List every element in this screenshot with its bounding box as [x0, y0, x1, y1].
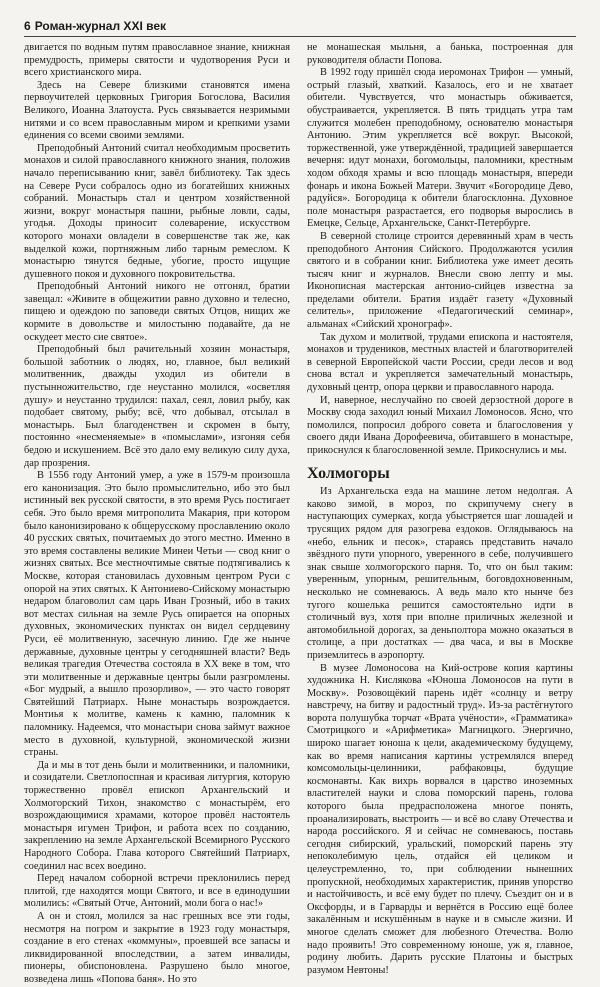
paragraph: не монашеская мыльня, а банька, построенная для руководителя области Попова. — [307, 42, 573, 66]
header-rule — [24, 36, 576, 37]
paragraph: Преподобный Антоний никого не отгонял, братии завещал: «Живите в общежитии равно духовно и телесно, пищею и одеждою по заповеди святых Отцов, нищих же кормите в довольстве и милостыню подавайте, да не оскудеет место сие святое». — [24, 281, 290, 343]
paragraph: В 1556 году Антоний умер, а уже в 1579-м произошла его канонизация. Это было промыслительно, ибо это был истинный век русской святости, в это время Русь постигает себя. Это было время митрополита Макария, при котором было канонизировано к общерусскому прославлению около 40 русских святых, почитаемых до этого местно. Именно в это время составлены великие Минеи Четьи — свод книг о жизнях святых. Все местночтимые святые подтягивались к Москве, которая становилась духовным центром Руси с опорой на этих святых. К Антониево-Сийскому монастырю недаром благоволил сам царь Иван Грозный, ибо в таких вот местах сильная на земле Русь опирается на опорных духовных, экономических пунктах он видел сердцевину Руси, её молитвенную, засечную линию. Где же нынче державные, духовные центры у сегодняшней власти? Ведь великая трагедия Отечества состояла в XX веке в том, что эти молитвенные и державные центры были разгромлены. «Бог мудрый, а вышло прозорливо», — это часто говорят Святейший Патриарх. Ныне монастырь возрождается. Монтиья к молитве, камень к камню, паломник к паломнику. Надеемся, что монастыри снова займут важное место в духовной, культурной, экономической жизни страны. — [24, 470, 290, 759]
paragraph: Да и мы в тот день были и молитвенники, и паломники, и созидатели. Светлопоспная и красивая литургия, которую торжественно провёл епископ Архангельский и Холмогорский Тихон, знакомство с монастырём, его возрождающимися храмами, которое провёл настоятель монастыря игумен Трифон, и работа всех по созданию, закреплению на земле Архангельской Всемирного Русского Народного Собора. Глава которого Святейший Патриарх, соединил нас всех воедино. — [24, 759, 290, 872]
paragraph: Преподобный Антоний считал необходимым просветить монахов и силой православного книжного знания, положив начало переписыванию книг, завёл библиотеку. Так здесь на Севере Руси собралось одно из богатейших книжных собраний. Монастырь стал и центром хозяйственной жизни, вокруг монастыря пашни, рыбные ловли, сады, угодья. Доходы приносит солеварение, искусством которого монахи овладели в совершенстве так же, как выделкой кожи, портняжным либо тарным ремеслом. К монастырю тянутся бедные, убогие, просто ищущие душевного покоя и духовного покровительства. — [24, 142, 290, 280]
page-header — [24, 18, 576, 34]
paragraph: двигается по водным путям православное знание, книжная премудрость, примеры святости и чудотворения Руси и всего христианского мира. — [24, 42, 290, 79]
paragraph: В северной столице строится деревянный храм в честь преподобного Антония Сийского. Продолжаются усилия святого и в собрании книг. Библиотека уже имеет десять тысяч книг и журналов. Внесли свою лепту и мы. Иконописная мастерская антонио-сийцев известна за пределами обители. Братия издаёт газету «Духовный селитель», приложение «Педагогический семинар», альманах «Сийский хронограф». — [307, 230, 573, 331]
paragraph: Из Архангельска езда на машине летом недолгая. А каково зимой, в мороз, по скрипучему снегу в наступающих сумерках, когда убыстряется шаг лошадей и трусящих рядом для разогрева ездоков. Оглядываюсь на «небо, ельник и песок», стараясь представить начало звёздного пути упорного, уверенного в себе, получившего знак свыше холмогорского парня. То, что он был таким: уверенным, упорным, решительным, боговдохновенным, несколько не сомневаюсь. А ведь мало кто нынче без тугого кошелька решится самостоятельно идти в столичный вуз, хотя при вполне приличных железной и автомобильной дорогах, за деньполтора можно оказаться в столице, а при достатках — два часа, и вы в Москве приземлитесь в аэропорту. — [307, 486, 573, 661]
paragraph: Преподобный был рачительный хозяин монастыря, большой заботник о людях, но, главное, был великий молитвенник, дважды уходил из обители в пустынножительство, где неустанно молился, «осветляя душу» и неустанно трудился: пахал, сеял, ловил рыбу, как подобает святому, рыбу; всё, что добывал, отсылал в монастырь. Был благоденствен и скромен в быту, постоянно «несменяемые» в «помыслами», изгоняя себя бедою и искушением. Всё это дало ему великую силу духа, дар прозрения. — [24, 344, 290, 469]
paragraph: И, наверное, неслучайно по своей дерзостной дороге в Москву сюда заходил юный Михаил Ломоносов. Ясно, что помолился, попросил доброго совета и благословения у своего дяди Ивана Дорофеевича, обитавшего в монастыре, прикоснулся к благословенной земле. Прикоснулись и мы. — [307, 394, 573, 456]
magazine-title: Роман-журнал XXI век — [34, 19, 167, 33]
right-column — [307, 42, 573, 976]
page-number: 6 — [24, 19, 31, 33]
paragraph: Здесь на Севере близкими становятся имена первоучителей церковных Григория Богослова, Василия Великого, Иоанна Златоуста. Русь связывается незримыми нитями и со всем православным миром и крепкими узами единения со всеми своими землями. — [24, 79, 290, 142]
paragraph: А он и стоял, молился за нас грешных все эти годы, несмотря на погром и закрытие в 1923 году монастыря, создание в его стенах «коммуны», проевшей все запасы и ликвидированной впоследствии, а затем инвалиды, пионеры, обиспоновлена. Разрушено было многое, возведена лишь «Попова баня». Но это — [24, 910, 290, 985]
paragraph: В музее Ломоносова на Кий-острове копия картины художника Н. Кислякова «Юноша Ломоносов на пути в Москву». Розовощёкий парень идёт «солнцу и ветру навстречу, на битву и радостный труд». Из-за растёгнутого ворота полушубка торчат «Врата учёности», «Грамматика» Смотрицкого и «Арифметика» Магницкого. Энергично, широко шагает юноша к цели, академическому будущему, как во время написания картины устремлялся вперед комсомольцы-целинники, рабфаковцы, будущие космонавты. Как вихрь ворвался в царство иноземных властителей науки и слова поморский парень, голова которого была предрасположена многое понять, проанализировать, выстроить — и всё во славу Отечества и народа российского. Я и сейчас не сомневаюсь, поставь сегодня сибирский, уральский, поморский парень эту непоколебимую цель, отдайся ей целиком и целеустремленно, то, при соблюдении нынешних пропускной, необходимых характеристик, приняв упорство и настойчивость, и всё ему будет по плечу. Съездит он и в Оксфорды, и в Гарварды и вернётся в Россию ещё более закалённым и искушённым в науке и в смысле жизни. И многое сделать сможет для любезного Отечества. Волю надо проявить! Это современному юноше, уж я, главное, родину любить. Дарить русские Платоны и быстрых разумом Невтоны! — [307, 662, 573, 976]
paragraph: Так духом и молитвой, трудами епископа и настоятеля, монахов и трудеников, местных властей и благотворителей в северной Европейской части России, среди лесов и вод снова встал и укрепляется замечательный монастырь, духовный центр, опора церкви и православного народа. — [307, 331, 573, 394]
section-title: Холмогоры — [307, 464, 390, 482]
left-column — [24, 42, 290, 985]
paragraph: Перед началом соборной встречи преклонились перед плитой, где находятся мощи Святого, и все в единодушии молились: «Святый Отче, Антоний, моли бога о нас!» — [24, 873, 290, 910]
paragraph: В 1992 году пришёл сюда иеромонах Трифон — умный, острый глазый, хваткий. Казалось, его и не хватает обители. Чувствуется, что монастырь обживается, обустраивается, укрепляется. В пять тридцать утра там служится молебен преподобному, основателю монастыря Антонию. Этим укрепляется всё вокруг. Высокой, торжественной, уже утверждённой, традицией завершается вечерня: идут монахи, богомольцы, паломники, крестным ходом обходя храмы и всю площадь монастыря, впереди фонарь и икона Божьей Матери. Звучит «Богородице Дево, радуйся». Богородица к обители благосклонна. Духовное поле монастыря разрастается, его подворья вырослись в Емецке, Сельце, Архангельске, Санкт-Петербурге. — [307, 67, 573, 230]
